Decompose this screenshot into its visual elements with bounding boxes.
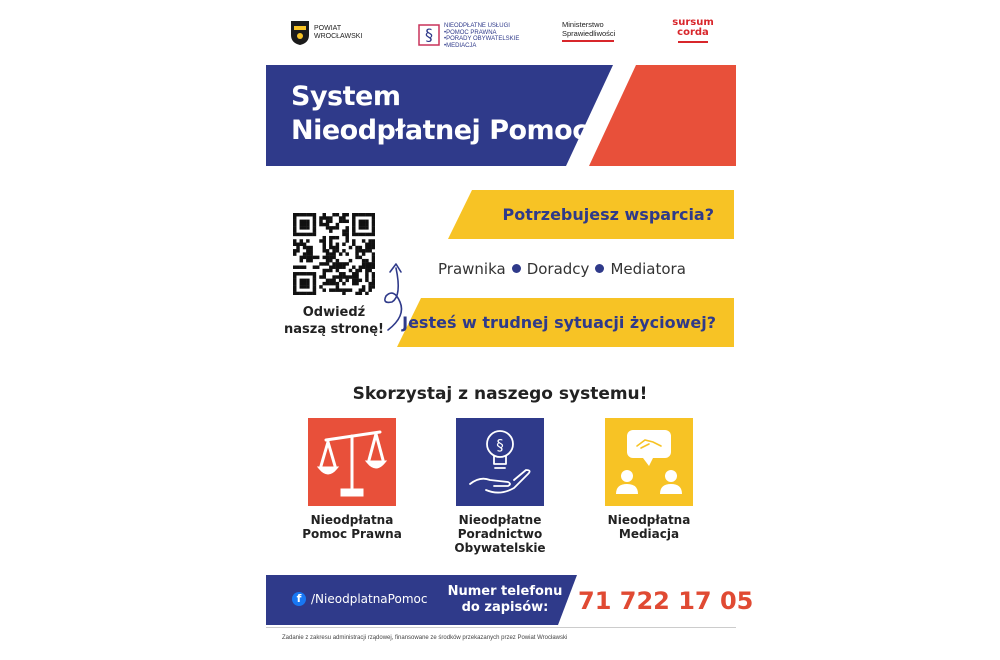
nieodplatne-logo-line4: •MEDIACJA — [444, 42, 477, 49]
visit-line1: Odwiedź — [302, 305, 366, 320]
mediation-label-line1: Nieodpłatna — [607, 513, 691, 527]
visit-website-text — [284, 304, 384, 338]
civic-advice-label-line1: Nieodpłatne — [458, 513, 542, 527]
question1-text: Potrzebujesz wsparcia? — [502, 205, 714, 224]
professional-mediator: Mediatora — [610, 260, 686, 278]
legal-aid-tile[interactable] — [308, 418, 396, 506]
title-red-shape — [589, 65, 736, 166]
civic-advice-tile[interactable] — [456, 418, 544, 506]
nieodplatne-logo-line1: NIEODPŁATNE USŁUGI — [444, 23, 510, 29]
sursum-line1: sursum — [672, 17, 714, 28]
title-line1: System — [291, 81, 401, 112]
lightbulb-hand-icon — [456, 418, 544, 506]
qr-code[interactable] — [293, 213, 375, 295]
powiat-logo-line1: POWIAT — [314, 25, 342, 32]
ministerstwo-logo — [562, 20, 622, 48]
phone-label-line1: Numer telefonu — [447, 584, 563, 599]
coat-of-arms-icon — [290, 20, 310, 46]
disclaimer: Zadanie z zakresu administracji rządowej, finansowane ze środków przekazanych przez Powiat Wrocławski — [282, 635, 568, 641]
mediation-label — [574, 513, 724, 541]
svg-text:§: § — [425, 25, 433, 44]
civic-advice-label-line2: Poradnictwo — [457, 527, 543, 541]
mediation-label-line2: Mediacja — [618, 527, 680, 541]
services-heading: Skorzystaj z naszego systemu! — [352, 384, 648, 404]
powiat-logo-line2: WROCŁAWSKI — [314, 33, 363, 40]
bullet-dot — [595, 264, 604, 273]
ministerstwo-underline — [562, 40, 614, 42]
facebook-icon[interactable]: f — [292, 592, 306, 606]
svg-text:§: § — [496, 436, 504, 454]
title-line2: Nieodpłatnej Pomocy — [291, 115, 605, 146]
phone-number[interactable]: 71 722 17 05 — [578, 587, 754, 615]
phone-label — [445, 584, 565, 616]
ministerstwo-line1: Ministerstwo — [562, 20, 604, 29]
scales-icon — [308, 418, 396, 506]
powiat-logo — [290, 20, 380, 48]
nieodplatne-logo-line2: •POMOC PRAWNA — [444, 29, 497, 36]
facebook-link[interactable]: /NieodplatnaPomoc — [311, 592, 428, 606]
page-title — [291, 80, 605, 148]
sursum-line2: corda — [677, 27, 709, 38]
ministerstwo-line2: Sprawiedliwości — [562, 29, 616, 38]
nieodplatne-logo-line3: •PORADY OBYWATELSKIE — [444, 36, 520, 42]
legal-aid-label-line1: Nieodpłatna — [310, 513, 394, 527]
professional-lawyer: Prawnika — [438, 260, 506, 278]
sursum-underline — [678, 41, 708, 43]
visit-line2: naszą stronę! — [284, 322, 384, 337]
footer-divider — [266, 627, 736, 628]
bullet-dot — [512, 264, 521, 273]
civic-advice-label — [425, 513, 575, 555]
legal-aid-label-line2: Pomoc Prawna — [302, 527, 402, 541]
sursum-corda-logo — [668, 18, 718, 50]
phone-label-line2: do zapisów: — [461, 600, 549, 615]
paragraph-logo-icon — [418, 20, 440, 46]
professional-advisor: Doradcy — [526, 260, 590, 278]
question2-text: Jesteś w trudnej sytuacji życiowej? — [402, 313, 716, 332]
handshake-people-icon — [605, 418, 693, 506]
nieodplatne-logo — [418, 20, 528, 48]
civic-advice-label-line3: Obywatelskie — [454, 541, 546, 555]
mediation-tile[interactable] — [605, 418, 693, 506]
legal-aid-label — [277, 513, 427, 541]
professionals-list — [438, 260, 686, 278]
